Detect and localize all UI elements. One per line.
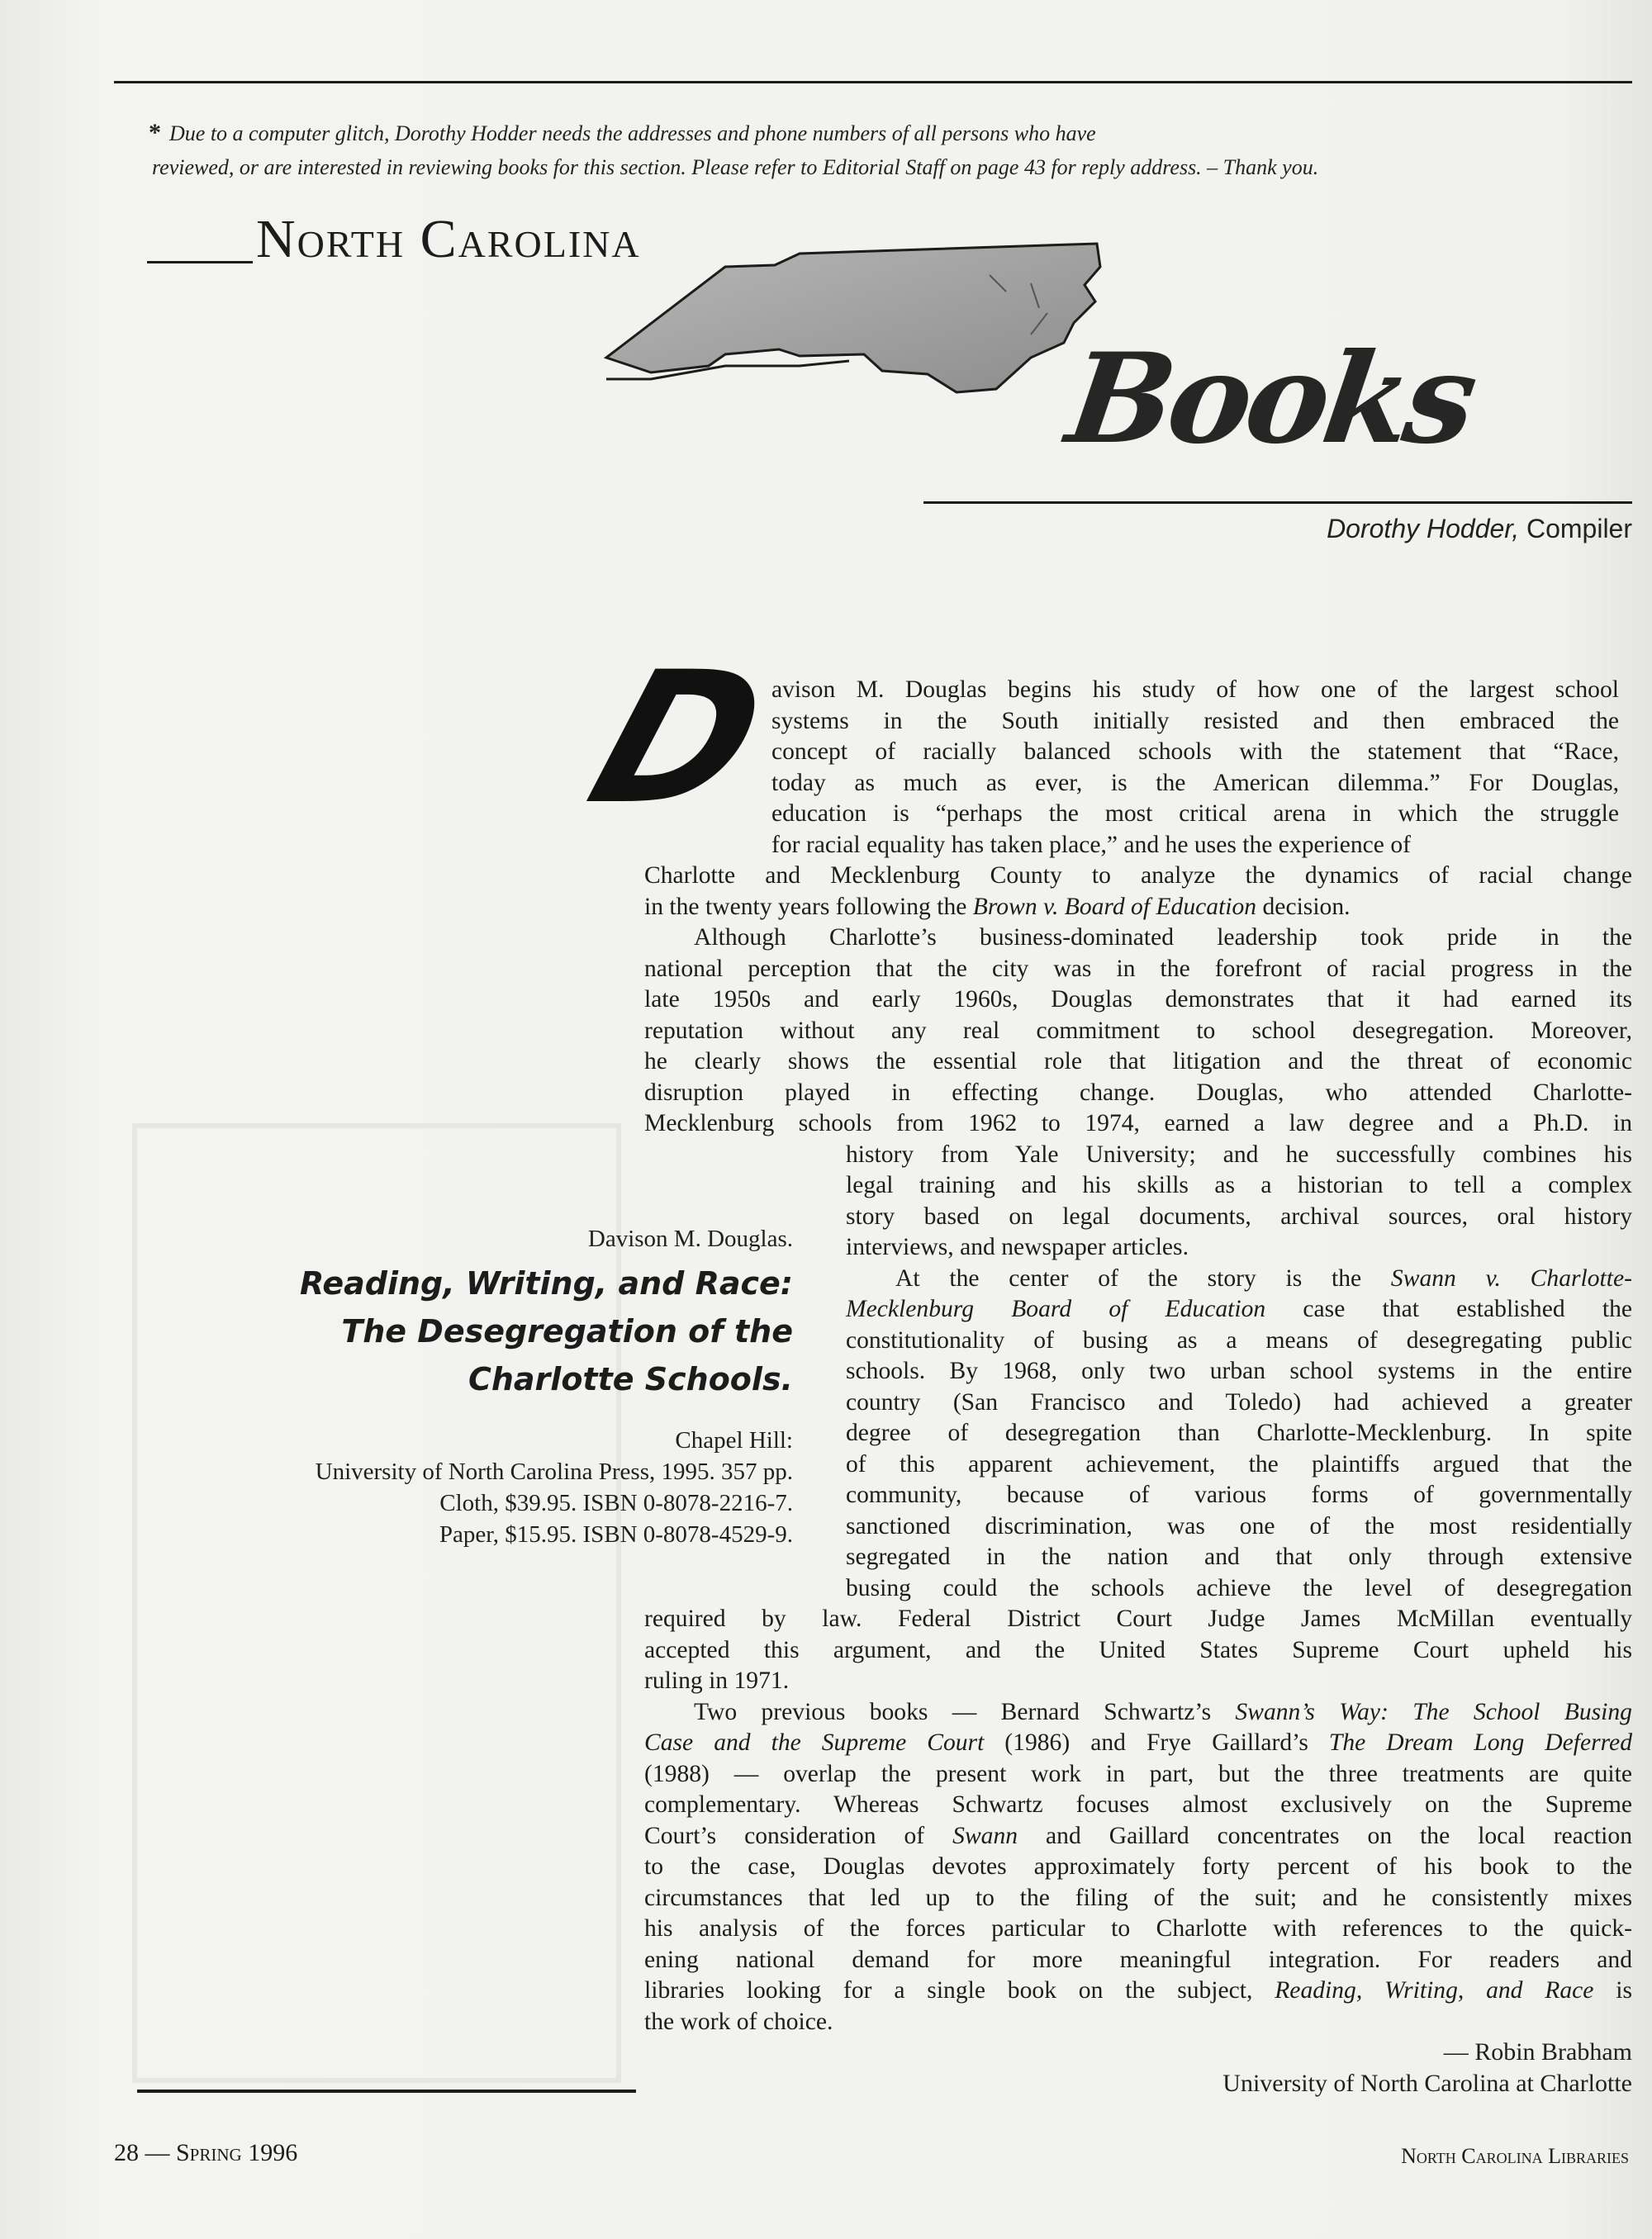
review-line: avison M. Douglas begins his study of how one of the largest school (771, 676, 1619, 703)
north-carolina-map-icon (601, 234, 1130, 415)
notice-line-1: * Due to a computer glitch, Dorothy Hodder needs the addresses and phone numbers of all persons who have (149, 119, 1096, 146)
books-logotype: Books (1059, 326, 1481, 472)
page-number: 28 — (114, 2139, 176, 2166)
review-line: disruption played in effecting change. Douglas, who attended Charlotte- (644, 1079, 1632, 1106)
review-line: the work of choice. (644, 2008, 833, 2035)
review-line: concept of racially balanced schools with the statement that “Race, (771, 738, 1619, 765)
review-line: Case and the Supreme Court (1986) and Frye Gaillard’s The Dream Long Deferred (644, 1729, 1632, 1756)
review-line: story based on legal documents, archival sources, oral history (846, 1203, 1632, 1230)
reviewer-name: — Robin Brabham (1443, 2038, 1632, 2066)
review-line: today as much as ever, is the American dilemma.” For Douglas, (771, 769, 1619, 796)
book-title-line-1: Reading, Writing, and Race: (299, 1265, 793, 1302)
review-line: (1988) — overlap the present work in part, but the three treatments are quite (644, 1760, 1632, 1787)
review-line: of this apparent achievement, the plaintiffs argued that the (846, 1450, 1632, 1478)
compiler-credit (1327, 514, 1632, 544)
issue-date: Spring 1996 (176, 2139, 298, 2166)
section-title: North Carolina (256, 209, 641, 269)
title-underline-left (147, 261, 253, 263)
compiler-role: Compiler (1519, 514, 1632, 543)
asterisk: * (149, 119, 161, 146)
notice-line-2: reviewed, or are interested in reviewing books for this section. Please refer to Editorial Staff on page 43 for reply address. – Thank you. (152, 155, 1319, 179)
review-line: Court’s consideration of Swann and Gaillard concentrates on the local reaction (644, 1822, 1632, 1849)
top-rule (114, 81, 1632, 83)
compiler-name: Dorothy Hodder, (1327, 514, 1520, 543)
review-line: in the twenty years following the Brown v. Board of Education decision. (644, 893, 1351, 920)
reviewer-affiliation: University of North Carolina at Charlotte (1222, 2070, 1632, 2097)
publication-name: North Carolina Libraries (1401, 2144, 1629, 2168)
review-line: country (San Francisco and Toledo) had achieved a greater (846, 1388, 1632, 1416)
review-line: sanctioned discrimination, was one of the most residentially (846, 1512, 1632, 1539)
review-line: ening national demand for more meaningful integration. For readers and (644, 1946, 1632, 1973)
review-line: community, because of various forms of governmentally (846, 1482, 1632, 1508)
bottom-rule (137, 2090, 636, 2093)
review-line: Mecklenburg Board of Education case that established the (846, 1296, 1632, 1322)
review-line: late 1950s and early 1960s, Douglas demonstrates that it had earned its (644, 986, 1632, 1013)
review-line: for racial equality has taken place,” and he uses the experience of (771, 831, 1411, 858)
review-line: required by law. Federal District Court Judge James McMillan eventually (644, 1606, 1632, 1632)
review-line: legal training and his skills as a historian to tell a complex (846, 1172, 1632, 1198)
review-line: schools. By 1968, only two urban school systems in the entire (846, 1358, 1632, 1384)
review-line: to the case, Douglas devotes approximately forty percent of his book to the (644, 1853, 1632, 1880)
review-line: complementary. Whereas Schwartz focuses almost exclusively on the Supreme (644, 1791, 1632, 1818)
review-line: segregated in the nation and that only through extensive (846, 1544, 1632, 1570)
review-line: his analysis of the forces particular to Charlotte with references to the quick- (644, 1915, 1632, 1942)
review-line: constitutionality of busing as a means of desegregating public (846, 1326, 1632, 1354)
review-line: At the center of the story is the Swann v. Charlotte- (895, 1264, 1632, 1292)
review-line: Although Charlotte’s business-dominated leadership took pride in the (694, 924, 1632, 951)
review-line: busing could the schools achieve the level of desegregation (846, 1574, 1632, 1601)
review-line: history from Yale University; and he successfully combines his (846, 1141, 1632, 1168)
review-line: reputation without any real commitment to school desegregation. Moreover, (644, 1017, 1632, 1044)
books-underline (923, 501, 1632, 504)
paper-price: Paper, $15.95. ISBN 0-8078-4529-9. (439, 1521, 793, 1548)
publisher-info: University of North Carolina Press, 1995. 357 pp. (315, 1459, 793, 1485)
review-line: circumstances that led up to the filing of the suit; and he consistently mixes (644, 1884, 1632, 1911)
review-line: degree of desegregation than Charlotte-Mecklenburg. In spite (846, 1420, 1632, 1446)
cloth-price: Cloth, $39.95. ISBN 0-8078-2216-7. (439, 1490, 793, 1516)
review-line: he clearly shows the essential role that litigation and the threat of economic (644, 1048, 1632, 1074)
book-title-line-3: Charlotte Schools. (468, 1361, 793, 1397)
review-line: Two previous books — Bernard Schwartz’s Swann’s Way: The School Busing (694, 1698, 1632, 1725)
review-line: national perception that the city was in the forefront of racial progress in the (644, 955, 1632, 982)
review-line: Charlotte and Mecklenburg County to analyze the dynamics of racial change (644, 862, 1632, 889)
review-line: systems in the South initially resisted and then embraced the (771, 707, 1619, 734)
review-line: education is “perhaps the most critical arena in which the struggle (771, 800, 1619, 827)
drop-cap: D (568, 633, 789, 844)
page-footer-left (114, 2139, 297, 2167)
book-author: Davison M. Douglas. (587, 1226, 793, 1252)
review-line: ruling in 1971. (644, 1667, 790, 1694)
review-line: Mecklenburg schools from 1962 to 1974, earned a law degree and a Ph.D. in (644, 1110, 1632, 1136)
publisher-place: Chapel Hill: (675, 1427, 793, 1454)
book-title-line-2: The Desegregation of the (341, 1313, 793, 1350)
review-line: interviews, and newspaper articles. (846, 1234, 1189, 1260)
review-line: libraries looking for a single book on the subject, Reading, Writing, and Race is (644, 1977, 1632, 2004)
review-line: accepted this argument, and the United States Supreme Court upheld his (644, 1636, 1632, 1663)
